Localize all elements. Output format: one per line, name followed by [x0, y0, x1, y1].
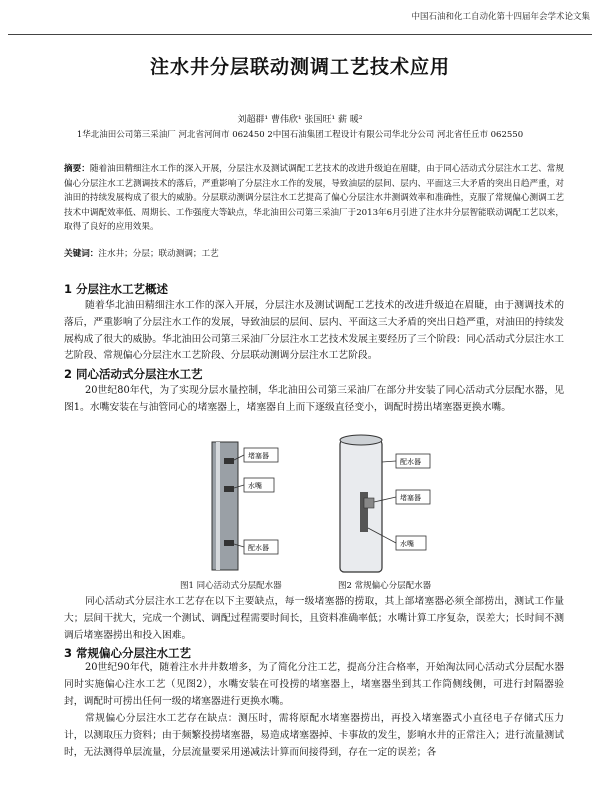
- figure-1-caption: 图1 同心活动式分层配水器: [180, 581, 282, 591]
- fig2-label-distributor: 配水器: [400, 458, 421, 466]
- author-list: 刘超群¹ 曹伟欣¹ 张国旺¹ 薪 暖²: [237, 115, 363, 125]
- fig2-label-nozzle: 水嘴: [400, 540, 414, 548]
- abstract-label: 摘要：: [64, 164, 90, 174]
- nozzle-mark-3: [224, 540, 234, 546]
- section-2-heading: 2 同心活动式分层注水工艺: [64, 367, 203, 381]
- section-1-heading: 1 分层注水工艺概述: [64, 282, 169, 296]
- casing-top: [340, 435, 382, 445]
- nozzle-mark-2: [224, 486, 234, 492]
- abstract: [64, 162, 564, 235]
- section-3-paragraph-2: 常规偏心分层注水工艺存在缺点：测压时，需将原配水堵塞器捞出，再投入堵塞器式小直径电子存储式压力计，以测取压力资料；由于频繁投捞堵塞器，易造成堵塞器掉、卡事故的发生，影响水井的正常注入；进行流量测试时，无法测得单层流量，分层流量要采用递减法计算而间接得到，存在一定的误差；各: [64, 713, 564, 758]
- fig1-label-distributor: 配水器: [248, 544, 269, 552]
- header-rule: [8, 34, 592, 35]
- figure-2-caption: 图2 常规偏心分层配水器: [338, 581, 432, 591]
- figure-2-diagram: [336, 432, 446, 577]
- section-3-heading: 3 常规偏心分层注水工艺: [64, 646, 192, 660]
- figure-1-diagram: [176, 440, 286, 575]
- side-pocket: [364, 498, 374, 508]
- leader-distributor-2: [382, 461, 396, 462]
- fig1-label-nozzle: 水嘴: [248, 482, 262, 490]
- keywords: [64, 247, 564, 259]
- tubing-highlight: [216, 442, 220, 570]
- section-1-paragraph: 随着华北油田精细注水工作的深入开展，分层注水及测试调配工艺技术的改进升级迫在眉睫，由于测调技术的落后，严重影响了分层注水工作的发展，导致油层的层间、层内、平面这三大矛盾的突出日趋严重，对油田的持续发展构成了很大的威胁。华北油田公司第三采油厂分层注水工艺技术发展主要经历了三个阶段：同心活动式分层注水工艺阶段、常规偏心分层注水工艺阶段、分层联动测调分层注水工艺阶段。: [64, 300, 564, 362]
- affiliations: 1华北油田公司第三采油厂 河北省河间市 062450 2中国石油集团工程设计有限公司华北分公司 河北省任丘市 062550: [76, 130, 524, 140]
- section-2-paragraph-2: 同心活动式分层注水工艺存在以下主要缺点，每一级堵塞器的捞取，其上部堵塞器必须全部捞出，测试工作量大；层间干扰大，完成一个测试、调配过程需要时间长，且资料准确率低；水嘴计算工序复杂，误差大；长时间不测调后堵塞器捞出和投入困难。: [64, 596, 564, 641]
- running-header: 中国石油和化工自动化第十四届年会学术论文集: [411, 12, 590, 22]
- section-3-paragraph-1: 20世纪90年代，随着注水井井数增多，为了简化分注工艺，提高分注合格率，开始淘汰同心活动式分层配水器同时实施偏心注水工艺（见图2），水嘴安装在可投捞的堵塞器上，堵塞器坐到其工作筒侧线侧，可进行封隔器验封，调配时可捞出任何一级的堵塞器进行更换水嘴。: [64, 662, 564, 707]
- nozzle-mark-1: [224, 458, 234, 464]
- abstract-text: 随着油田精细注水工作的深入开展，分层注水及测试调配工艺技术的改进升级迫在眉睫，由于同心活动式分层注水工艺、常规偏心分层注水工艺测调技术的落后，严重影响了分层注水工作的发展，导致油层的层间、层内、平面这三大矛盾的突出日趋严重，对油田的持续发展构成了很大的威胁。分层联动测调分层注水工艺提高了偏心分层注水井测调效率和准确性，克服了常规偏心测调工艺技术中调配效率低、周期长、工作强度大等缺点，华北油田公司第三采油厂于2013年6月引进了注水井分层智能联动调配工艺以来，取得了良好的应用效果。: [64, 164, 564, 233]
- keywords-text: 注水井；分层；联动测调；工艺: [98, 249, 219, 259]
- paper-title: 注水井分层联动测调工艺技术应用: [149, 56, 450, 78]
- keywords-label: 关键词：: [64, 249, 99, 259]
- fig1-label-plug: 堵塞器: [248, 452, 269, 460]
- fig2-label-plug: 堵塞器: [400, 494, 421, 502]
- section-2-paragraph-1: 20世纪80年代，为了实现分层水量控制，华北油田公司第三采油厂在部分井安装了同心活动式分层配水器，见图1。水嘴安装在与油管同心的堵塞器上，堵塞器自上而下逐级直径变小，调配时捞出堵塞器更换水嘴。: [64, 385, 564, 413]
